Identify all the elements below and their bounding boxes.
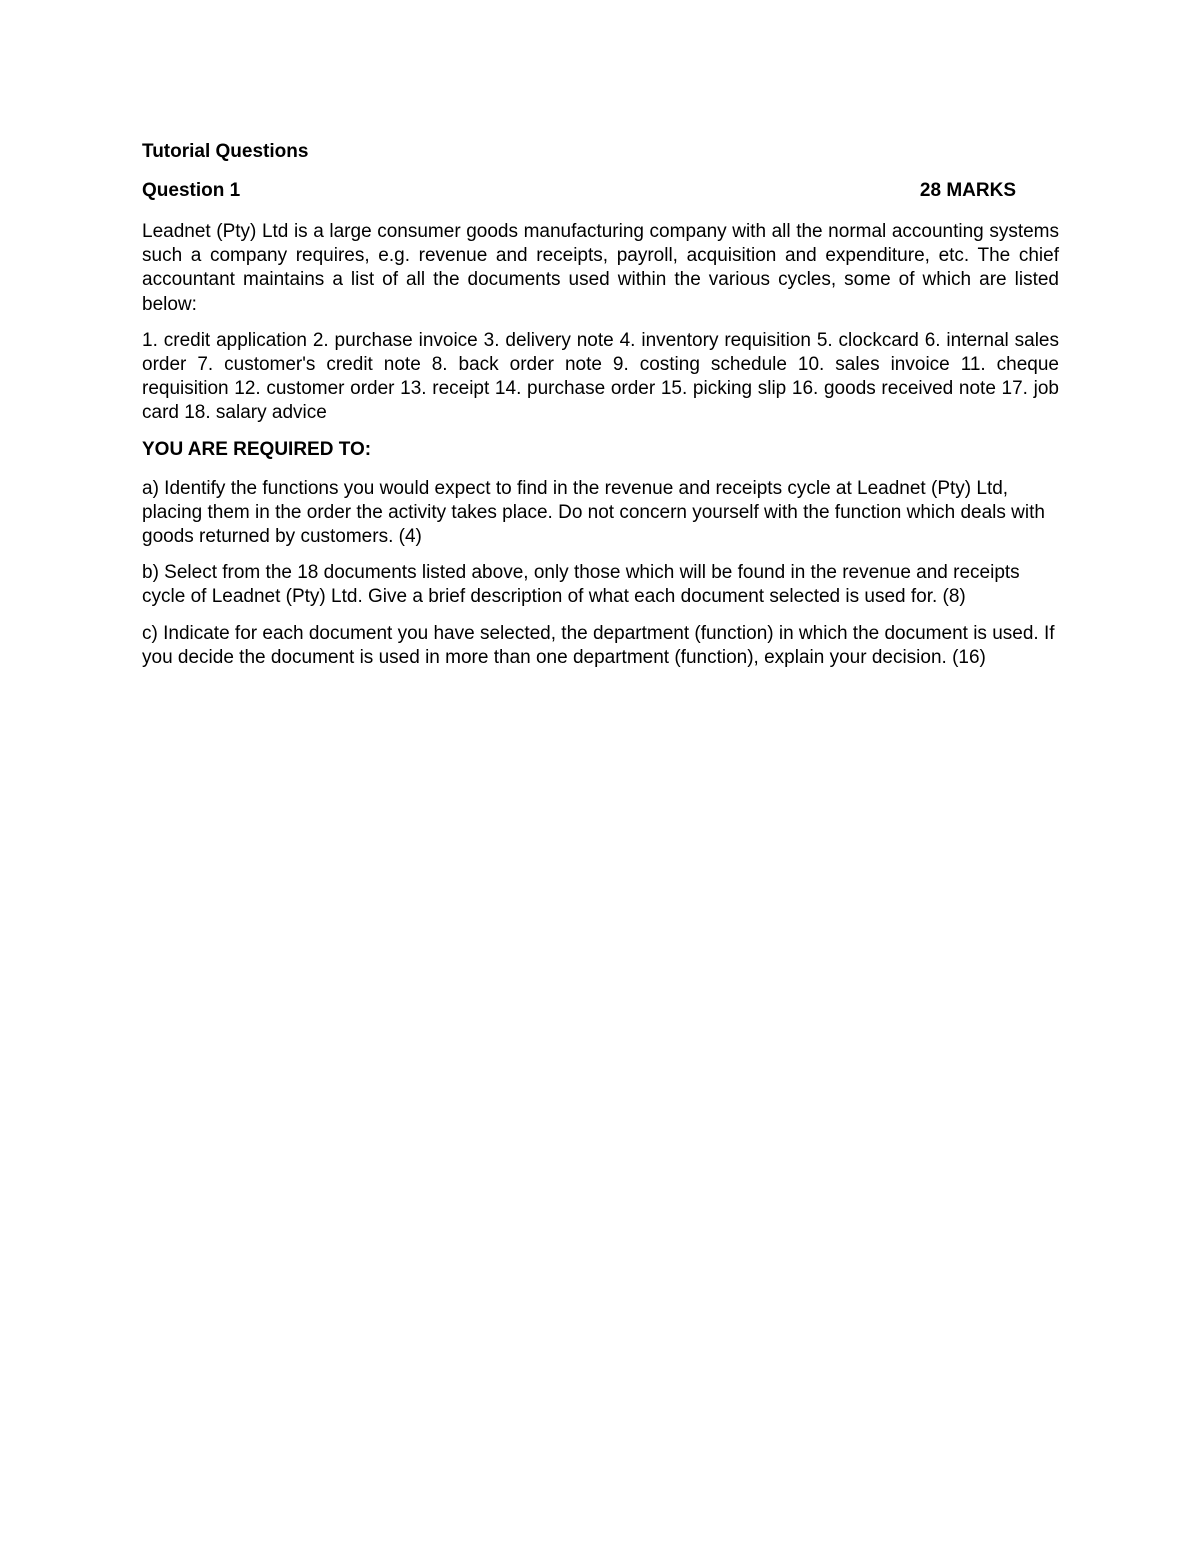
part-a-paragraph: a) Identify the functions you would expect to find in the revenue and receipts cycle at Leadnet (Pty) Ltd, placing them in the order the activity takes place. Do not concern yourself with the function which deals with goods returned by customers. (4) <box>142 477 1045 548</box>
document-title: Tutorial Questions <box>142 141 309 162</box>
question-label: Question 1 <box>142 180 241 201</box>
document-content <box>142 140 1059 682</box>
document-list-paragraph: 1. credit application 2. purchase invoice 3. delivery note 4. inventory requisition 5. clockcard 6. internal sales order 7. customer's credit note 8. back order note 9. costing schedule 10. sales invoice 11. cheque requisition 12. customer order 13. receipt 14. purchase order 15. picking slip 16. goods received note 17. job card 18. salary advice <box>142 329 1059 424</box>
part-c-paragraph: c) Indicate for each document you have selected, the department (function) in which the document is used. If you decide the document is used in more than one department (function), explain your decision. (16) <box>142 622 1055 668</box>
part-b-paragraph: b) Select from the 18 documents listed above, only those which will be found in the revenue and receipts cycle of Leadnet (Pty) Ltd. Give a brief description of what each document selected is used for. (8) <box>142 562 1020 608</box>
question-header <box>142 179 1059 203</box>
question-marks: 28 MARKS <box>919 180 1016 201</box>
required-heading: YOU ARE REQUIRED TO: <box>142 438 372 460</box>
intro-paragraph: Leadnet (Pty) Ltd is a large consumer goods manufacturing company with all the normal accounting systems such a company requires, e.g. revenue and receipts, payroll, acquisition and expenditure, etc. The chief accountant maintains a list of all the documents used within the various cycles, some of which are listed below: <box>142 221 1059 315</box>
